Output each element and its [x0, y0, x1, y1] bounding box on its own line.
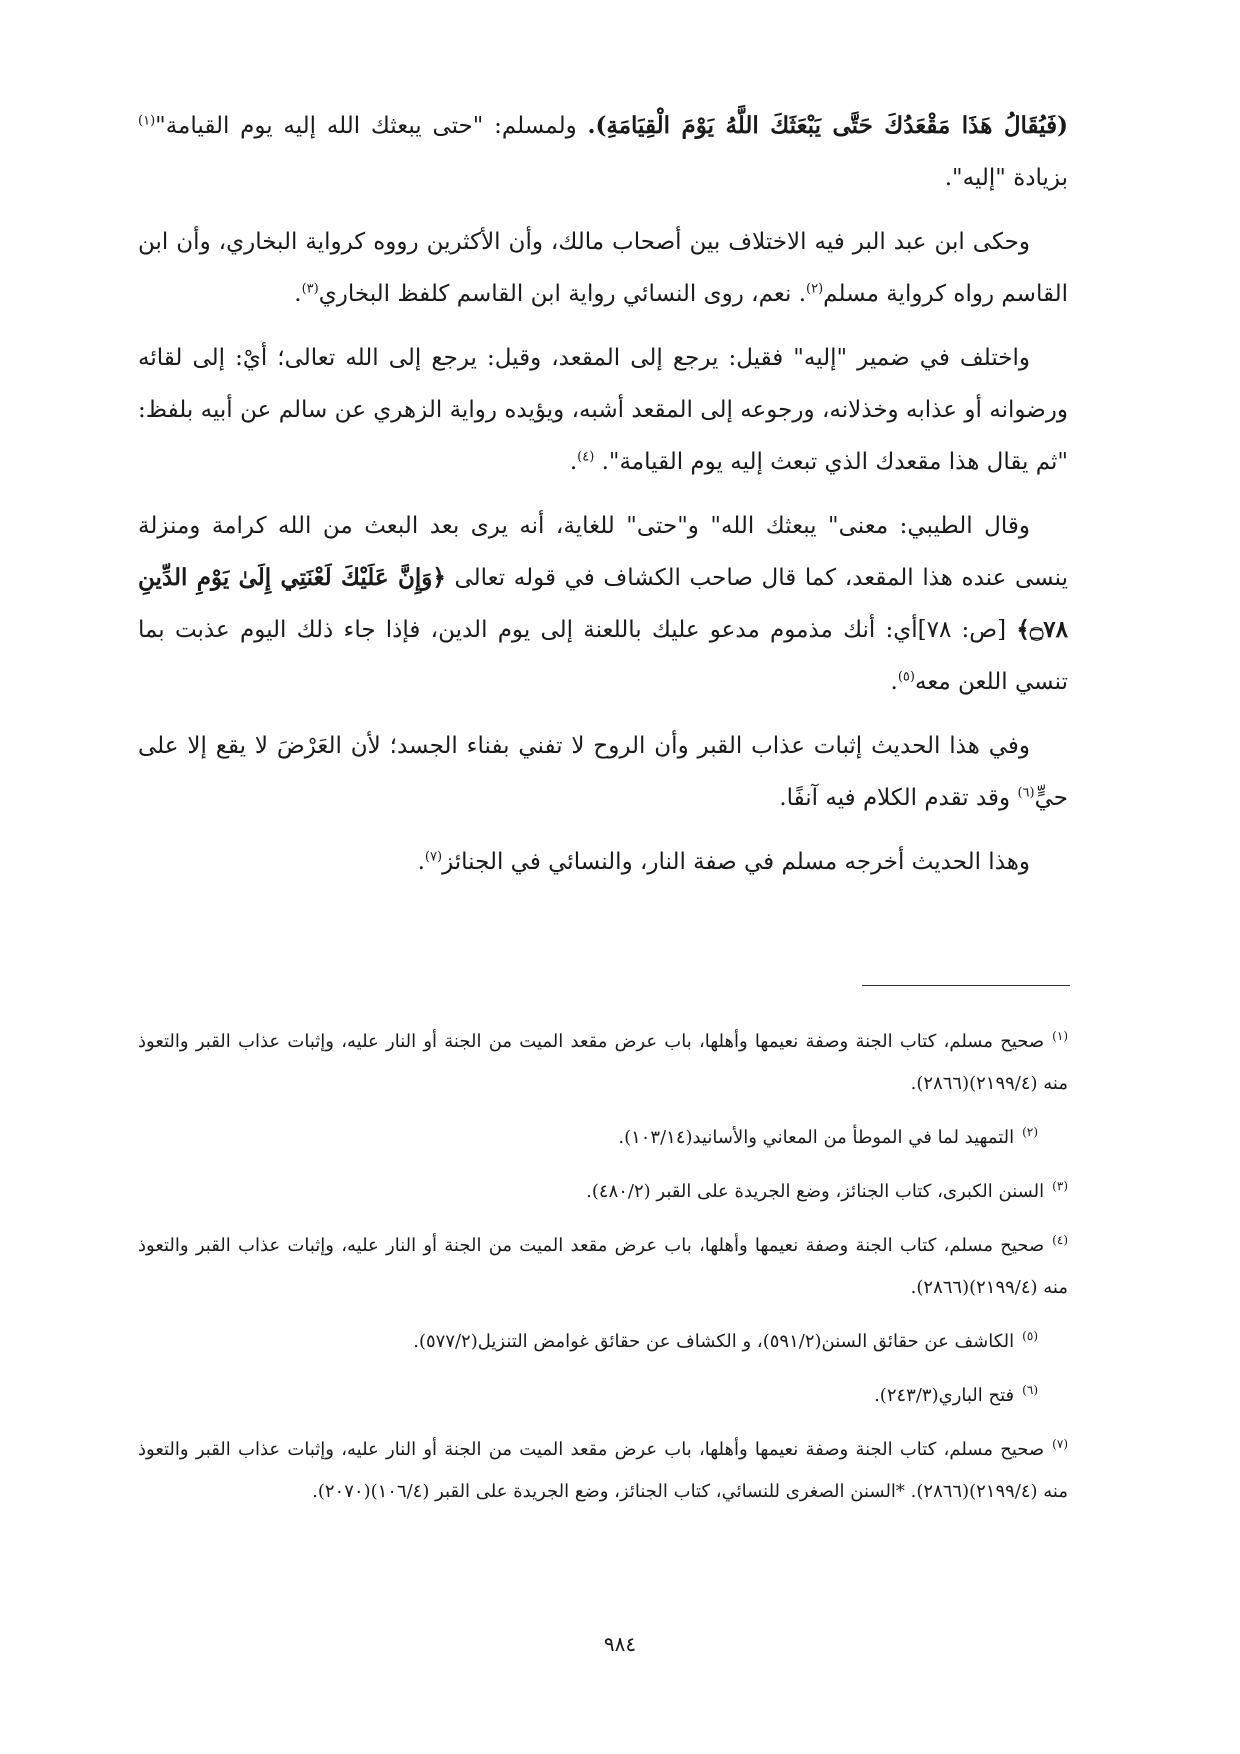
quran-verse: ﴿وَإِنَّ عَلَيْكَ لَعْنَتِي إِلَىٰ يَوْمِ الدِّينِ ۝٧٨﴾	[138, 564, 1068, 643]
footnote-number: (٤)	[1052, 1233, 1068, 1247]
main-text	[138, 100, 1068, 900]
paragraph-text: [ص: ٧٨]أي: أنك مذموم مدعو عليك باللعنة إلى يوم الدين، فإذا جاء ذلك اليوم عذبت بما تنسي اللعن معه	[138, 617, 1068, 695]
paragraph-text: وقد تقدم الكلام فيه آنفًا.	[779, 785, 1018, 811]
footnote-ref[interactable]: (٥)	[897, 669, 915, 685]
paragraph-text: .	[569, 449, 578, 475]
footnote-number: (٣)	[1052, 1179, 1068, 1193]
footnote-4	[138, 1219, 1068, 1309]
paragraph-1	[138, 100, 1068, 204]
paragraph-text: وفي هذا الحديث إثبات عذاب القبر وأن الروح لا تفني بفناء الجسد؛ لأن العَرْضَ لا يقع إلا على حيٍّ	[138, 733, 1068, 811]
footnote-text: فتح الباري(٢٤٣/٣).	[874, 1385, 1015, 1406]
footnote-7	[138, 1423, 1068, 1513]
footnote-number: (٥)	[1022, 1329, 1038, 1343]
paragraph-text: بزيادة "إليه".	[944, 165, 1068, 191]
footnote-number: (٧)	[1052, 1437, 1068, 1451]
footnote-text: صحيح مسلم، كتاب الجنة وصفة نعيمها وأهلها، باب عرض مقعد الميت من الجنة أو النار عليه، وإثبات عذاب القبر والتعوذ منه (٢١٩٩/٤)(٢٨٦٦). *السنن الصغرى للنسائي، كتاب الجنائز، وضع الجريدة على القبر (١٠٦/٤)(٢٠٧٠).	[138, 1439, 1068, 1502]
footnote-ref[interactable]: (٧)	[424, 849, 443, 865]
footnote-ref[interactable]: (٣)	[301, 281, 319, 297]
paragraph-text: .	[417, 849, 425, 875]
footnote-text: صحيح مسلم، كتاب الجنة وصفة نعيمها وأهلها، باب عرض مقعد الميت من الجنة أو النار عليه، وإثبات عذاب القبر والتعوذ منه (٢١٩٩/٤)(٢٨٦٦).	[138, 1031, 1068, 1094]
footnote-text: التمهيد لما في الموطأ من المعاني والأسانيد(١٠٣/١٤).	[618, 1127, 1015, 1148]
footnotes	[138, 1015, 1068, 1519]
page-number: ٩٨٤	[603, 1632, 637, 1656]
paragraph-text: .	[890, 669, 898, 695]
footnote-separator	[862, 985, 1070, 986]
paragraph-text: وقال الطيبي: معنى" يبعثك الله" و"حتى" للغاية، أنه يرى بعد البعث من الله كرامة ومنزلة ينسى عنده هذا المقعد، كما قال صاحب الكشاف في قوله تعالى	[138, 513, 1068, 591]
paragraph-text: وحكى ابن عبد البر فيه الاختلاف بين أصحاب مالك، وأن الأكثرين رووه كرواية البخاري، وأن ابن القاسم رواه كرواية مسلم	[138, 229, 1068, 307]
paragraph-2	[138, 216, 1068, 320]
footnote-number: (١)	[1052, 1029, 1068, 1043]
paragraph-text: وهذا الحديث أخرجه مسلم في صفة النار، والنسائي في الجنائز	[442, 849, 1030, 875]
footnote-6	[138, 1369, 1068, 1417]
footnote-3	[138, 1165, 1068, 1213]
hadith-quote: (فَيُقَالُ هَذَا مَقْعَدُكَ حَتَّى يَبْعَثَكَ اللَّهُ يَوْمَ الْقِيَامَةِ).	[587, 112, 1068, 139]
paragraph-6	[138, 836, 1068, 888]
paragraph-text: .	[294, 281, 302, 307]
paragraph-4	[138, 500, 1068, 708]
footnote-2	[138, 1111, 1068, 1159]
paragraph-text: واختلف في ضمير "إليه" فقيل: يرجع إلى المقعد، وقيل: يرجع إلى الله تعالى؛ أيْ: إلى لقائه ورضوانه أو عذابه وخذلانه، ورجوعه إلى المقعد أشبه، ويؤيده رواية الزهري عن سالم عن أبيه بلفظ: "ثم يقال هذا مقعدك الذي تبعث إليه يوم القيامة".	[138, 345, 1068, 475]
footnote-5	[138, 1315, 1068, 1363]
footnote-ref[interactable]: (٦)	[1017, 785, 1035, 801]
footnote-text: صحيح مسلم، كتاب الجنة وصفة نعيمها وأهلها، باب عرض مقعد الميت من الجنة أو النار عليه، وإثبات عذاب القبر والتعوذ منه (٢١٩٩/٤)(٢٨٦٦).	[138, 1235, 1068, 1298]
paragraph-text: . نعم، روى النسائي رواية ابن القاسم كلفظ البخاري	[318, 281, 807, 307]
paragraph-text: ولمسلم: "حتى يبعثك الله إليه يوم القيامة"	[155, 113, 588, 139]
footnote-ref[interactable]: (١)	[138, 113, 156, 129]
footnote-ref[interactable]: (٤)	[577, 449, 595, 465]
footnote-ref[interactable]: (٢)	[806, 281, 824, 297]
footnote-text: الكاشف عن حقائق السنن(٥٩١/٢)، و الكشاف عن حقائق غوامض التنزيل(٥٧٧/٢).	[413, 1331, 1015, 1352]
footnote-number: (٢)	[1022, 1125, 1038, 1139]
paragraph-5	[138, 720, 1068, 824]
footnote-text: السنن الكبرى، كتاب الجنائز، وضع الجريدة على القبر (٤٨٠/٢).	[586, 1181, 1045, 1202]
footnote-1	[138, 1015, 1068, 1105]
paragraph-3	[138, 332, 1068, 488]
footnote-number: (٦)	[1022, 1383, 1038, 1397]
